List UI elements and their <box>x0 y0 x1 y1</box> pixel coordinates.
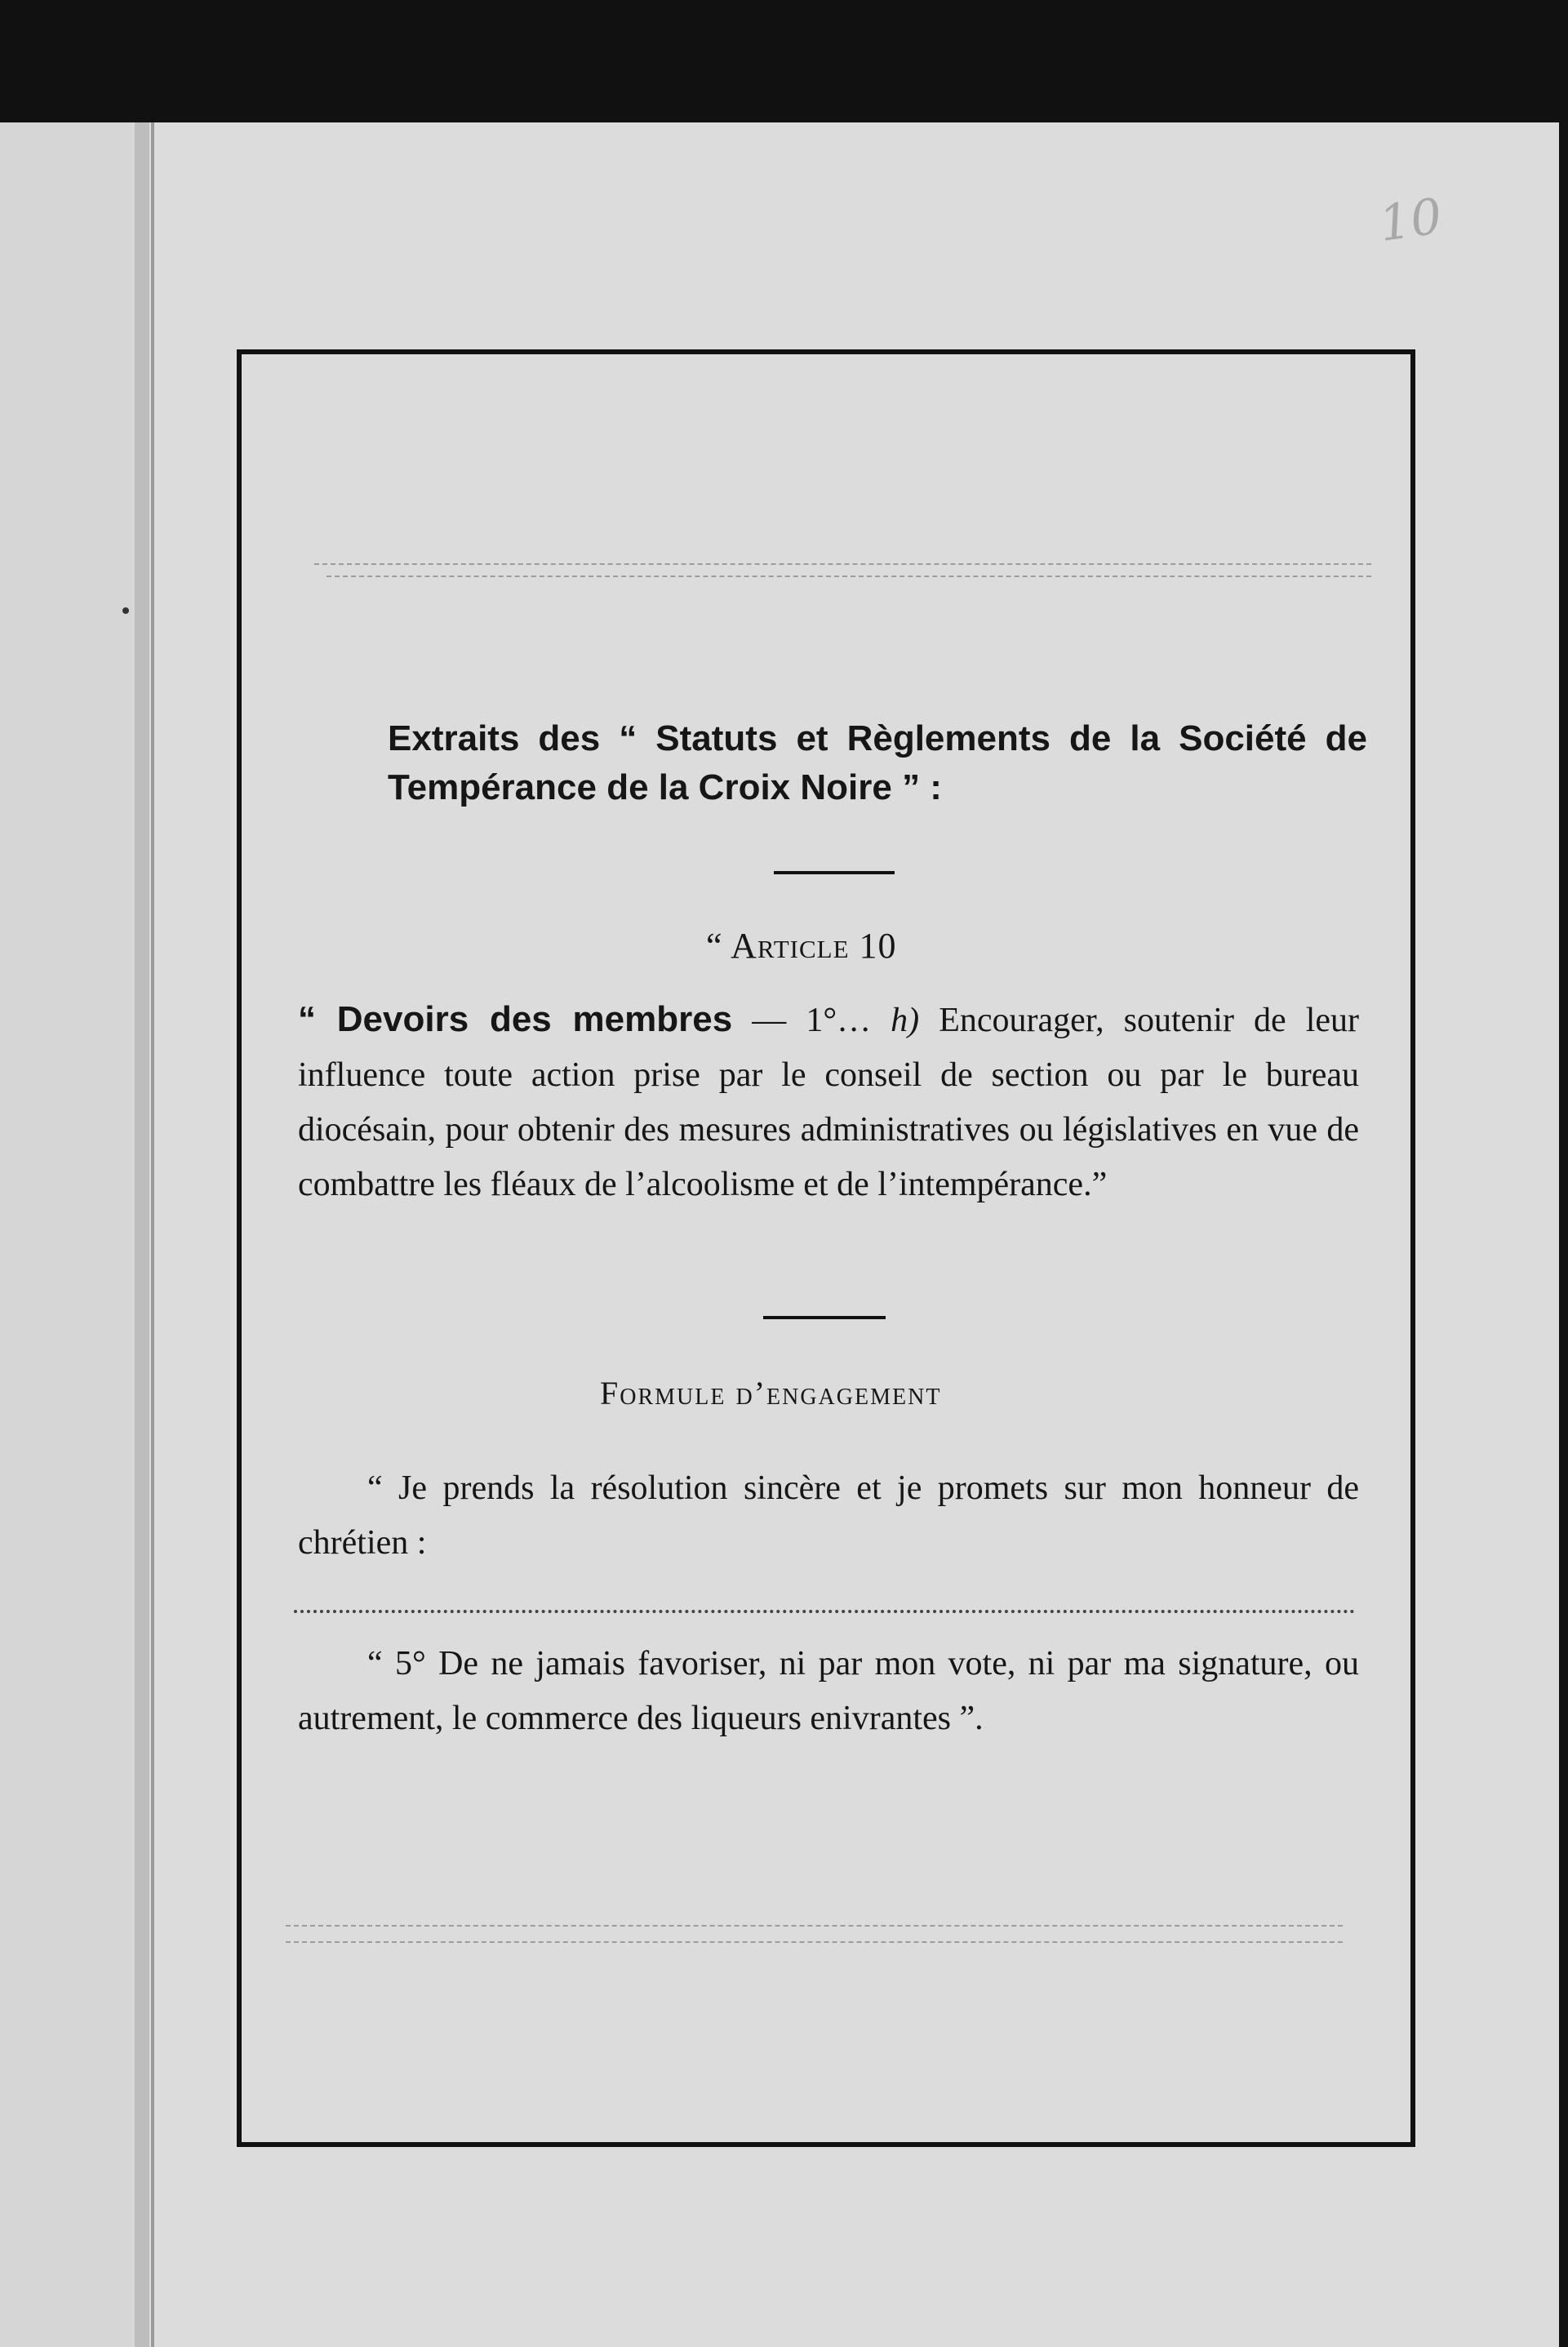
article-paragraph <box>298 992 1359 1212</box>
top-dashed-rule-2 <box>326 576 1371 577</box>
black-border-frame <box>237 349 1415 2147</box>
formula-clause: “ 5° De ne jamais favoriser, ni par mon vote, ni par ma signature, ou autrement, le commerce des liqueurs enivrantes ”. <box>298 1645 1359 1737</box>
facing-page-edge <box>0 122 135 2347</box>
article-heading: “ Article 10 <box>706 926 897 966</box>
document-title: Extraits des “ Statuts et Règlements de la Société de Tempérance de la Croix Noire ” : <box>388 718 1367 807</box>
formula-intro: “ Je prends la résolution sincère et je promets sur mon honneur de chrétien : <box>298 1469 1359 1562</box>
omission-dotted-line <box>294 1610 1355 1613</box>
top-dashed-rule <box>314 563 1371 565</box>
bottom-dashed-rule <box>286 1925 1343 1927</box>
separator-rule-2 <box>763 1316 886 1319</box>
article-lead: “ Devoirs des membres <box>298 999 733 1039</box>
article-letter: h) <box>891 1002 920 1039</box>
article-body: Encourager, soutenir de leur influence toute action prise par le conseil de section ou par le bureau diocésain, pour obtenir des mesures administratives ou législatives en vue de combattre les fléaux de l’alcoolisme et de l’intempérance.” <box>298 1002 1359 1203</box>
formula-heading: Formule d’engagement <box>600 1375 942 1411</box>
article-number: — 1°… <box>732 1002 891 1039</box>
bottom-dashed-rule-2 <box>286 1941 1343 1943</box>
separator-rule <box>774 871 895 874</box>
pencil-page-number: 10 <box>1375 188 1446 253</box>
page-fold-line <box>151 122 154 2347</box>
page-fold <box>135 122 149 2347</box>
margin-mark <box>122 607 129 614</box>
